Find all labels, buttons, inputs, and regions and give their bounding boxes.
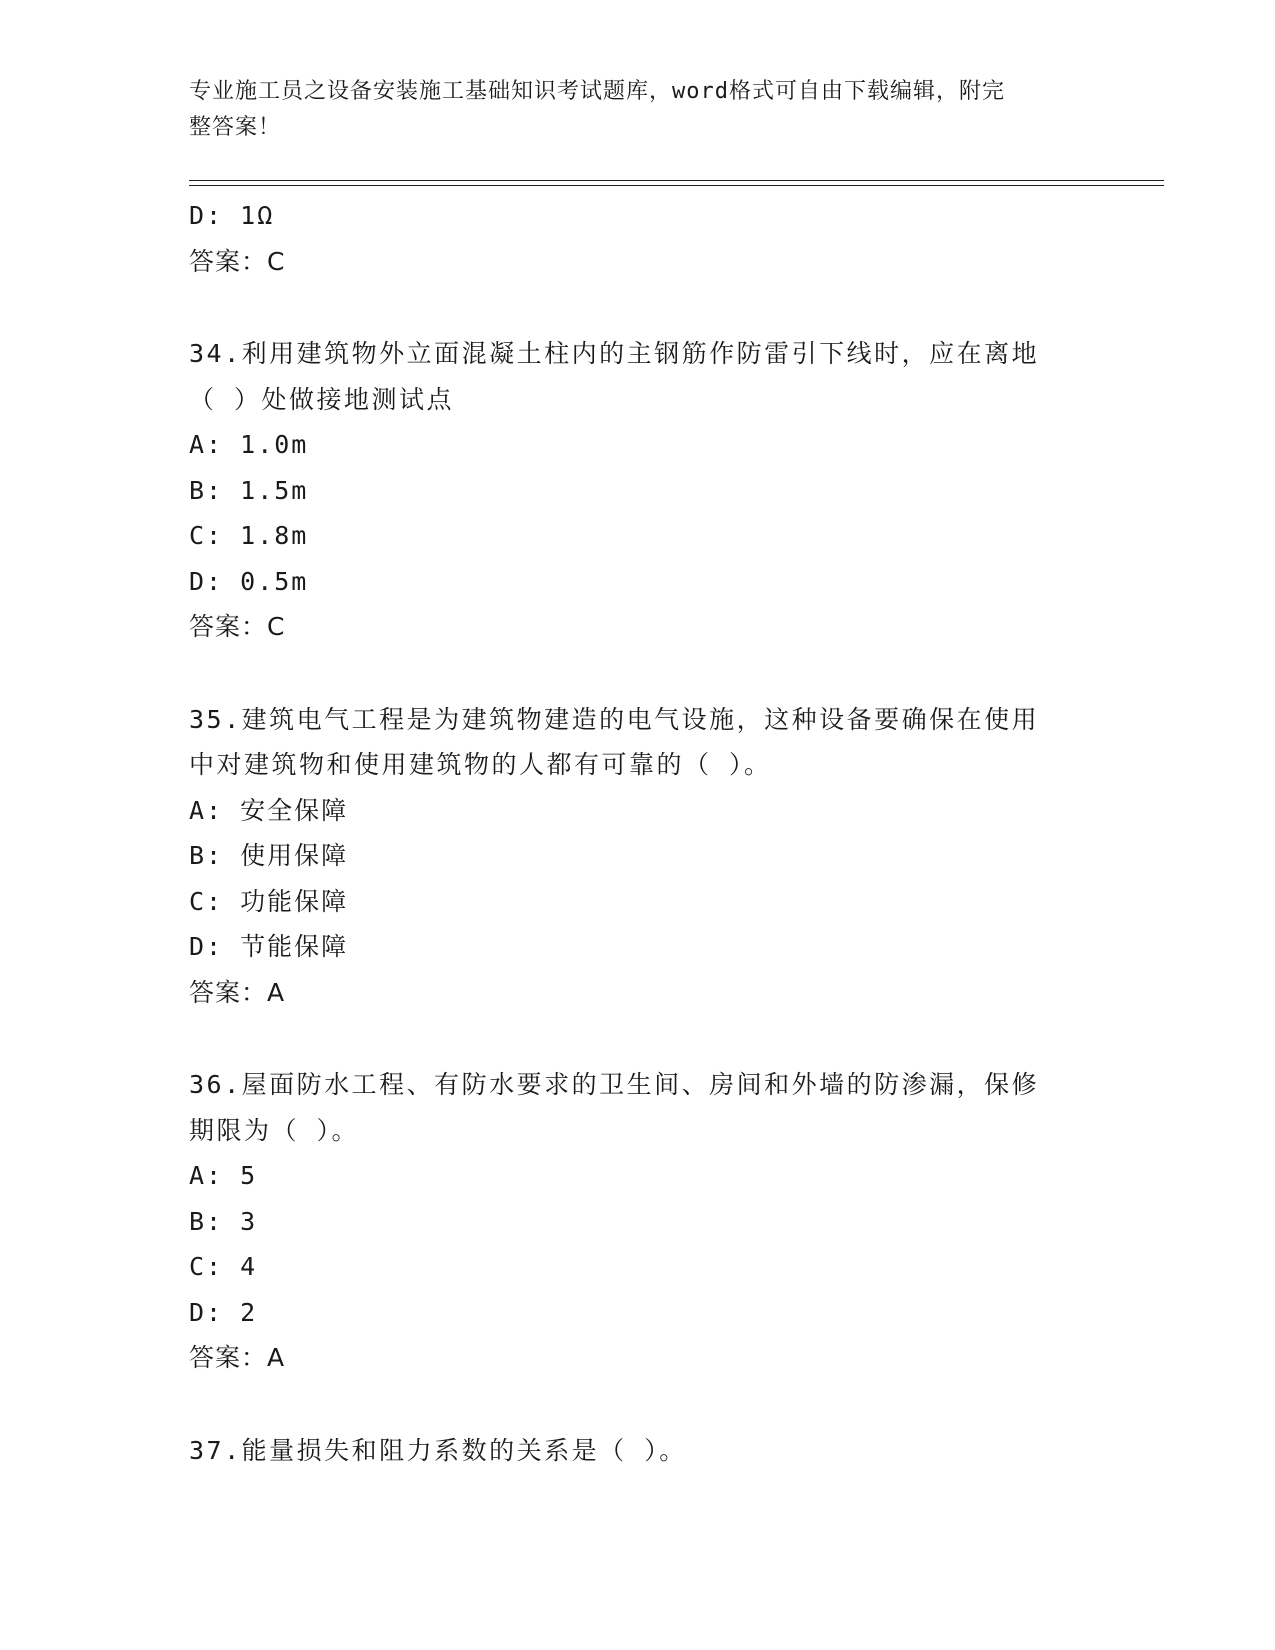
option-b: B: 使用保障 [189, 841, 349, 870]
question-36 [189, 1062, 1089, 1381]
question-stem-line-1: 35.建筑电气工程是为建筑物建造的电气设施，这种设备要确保在使用 [189, 704, 1040, 734]
question-stem-line-1: 36.屋面防水工程、有防水要求的卫生间、房间和外墙的防渗漏，保修 [189, 1070, 1040, 1099]
question-stem-line-2: 期限为（ ）。 [189, 1115, 360, 1145]
question-stem-line-1: 34.利用建筑物外立面混凝土柱内的主钢筋作防雷引下线时，应在离地 [189, 339, 1040, 368]
option-a: A: 1.0m [189, 430, 309, 459]
option-c: C: 4 [189, 1252, 258, 1281]
option-b: B: 1.5m [189, 475, 309, 505]
answer-label: 答案：A [189, 1343, 286, 1372]
header-title-line-2: 整答案！ [189, 115, 282, 140]
option-c: C: 功能保障 [189, 886, 349, 916]
option-a: A: 安全保障 [189, 795, 349, 825]
question-37 [189, 1428, 1089, 1474]
option-d: D: 0.5m [189, 566, 309, 596]
question-35 [189, 697, 1089, 1016]
header-title-line-1: 专业施工员之设备安装施工基础知识考试题库，word格式可自由下载编辑，附完 [189, 79, 1005, 104]
previous-question-tail [189, 193, 1089, 284]
option-d: D: 1Ω [189, 201, 275, 230]
question-list [189, 193, 1089, 1473]
answer-label: 答案：A [189, 977, 286, 1007]
option-c: C: 1.8m [189, 521, 309, 550]
question-stem-line-2: 中对建筑物和使用建筑物的人都有可靠的（ ）。 [189, 750, 772, 779]
document-header [189, 74, 1089, 146]
option-b: B: 3 [189, 1206, 258, 1236]
option-d: D: 2 [189, 1297, 258, 1327]
header-divider-top [189, 180, 1164, 181]
header-divider-bottom [189, 185, 1164, 186]
question-stem-line-2: （ ）处做接地测试点 [189, 384, 455, 414]
answer-label: 答案：C [189, 246, 286, 276]
option-d: D: 节能保障 [189, 932, 349, 961]
question-34 [189, 331, 1089, 650]
option-a: A: 5 [189, 1161, 258, 1190]
answer-label: 答案：C [189, 612, 286, 641]
question-stem-line-1: 37.能量损失和阻力系数的关系是（ ）。 [189, 1435, 687, 1465]
